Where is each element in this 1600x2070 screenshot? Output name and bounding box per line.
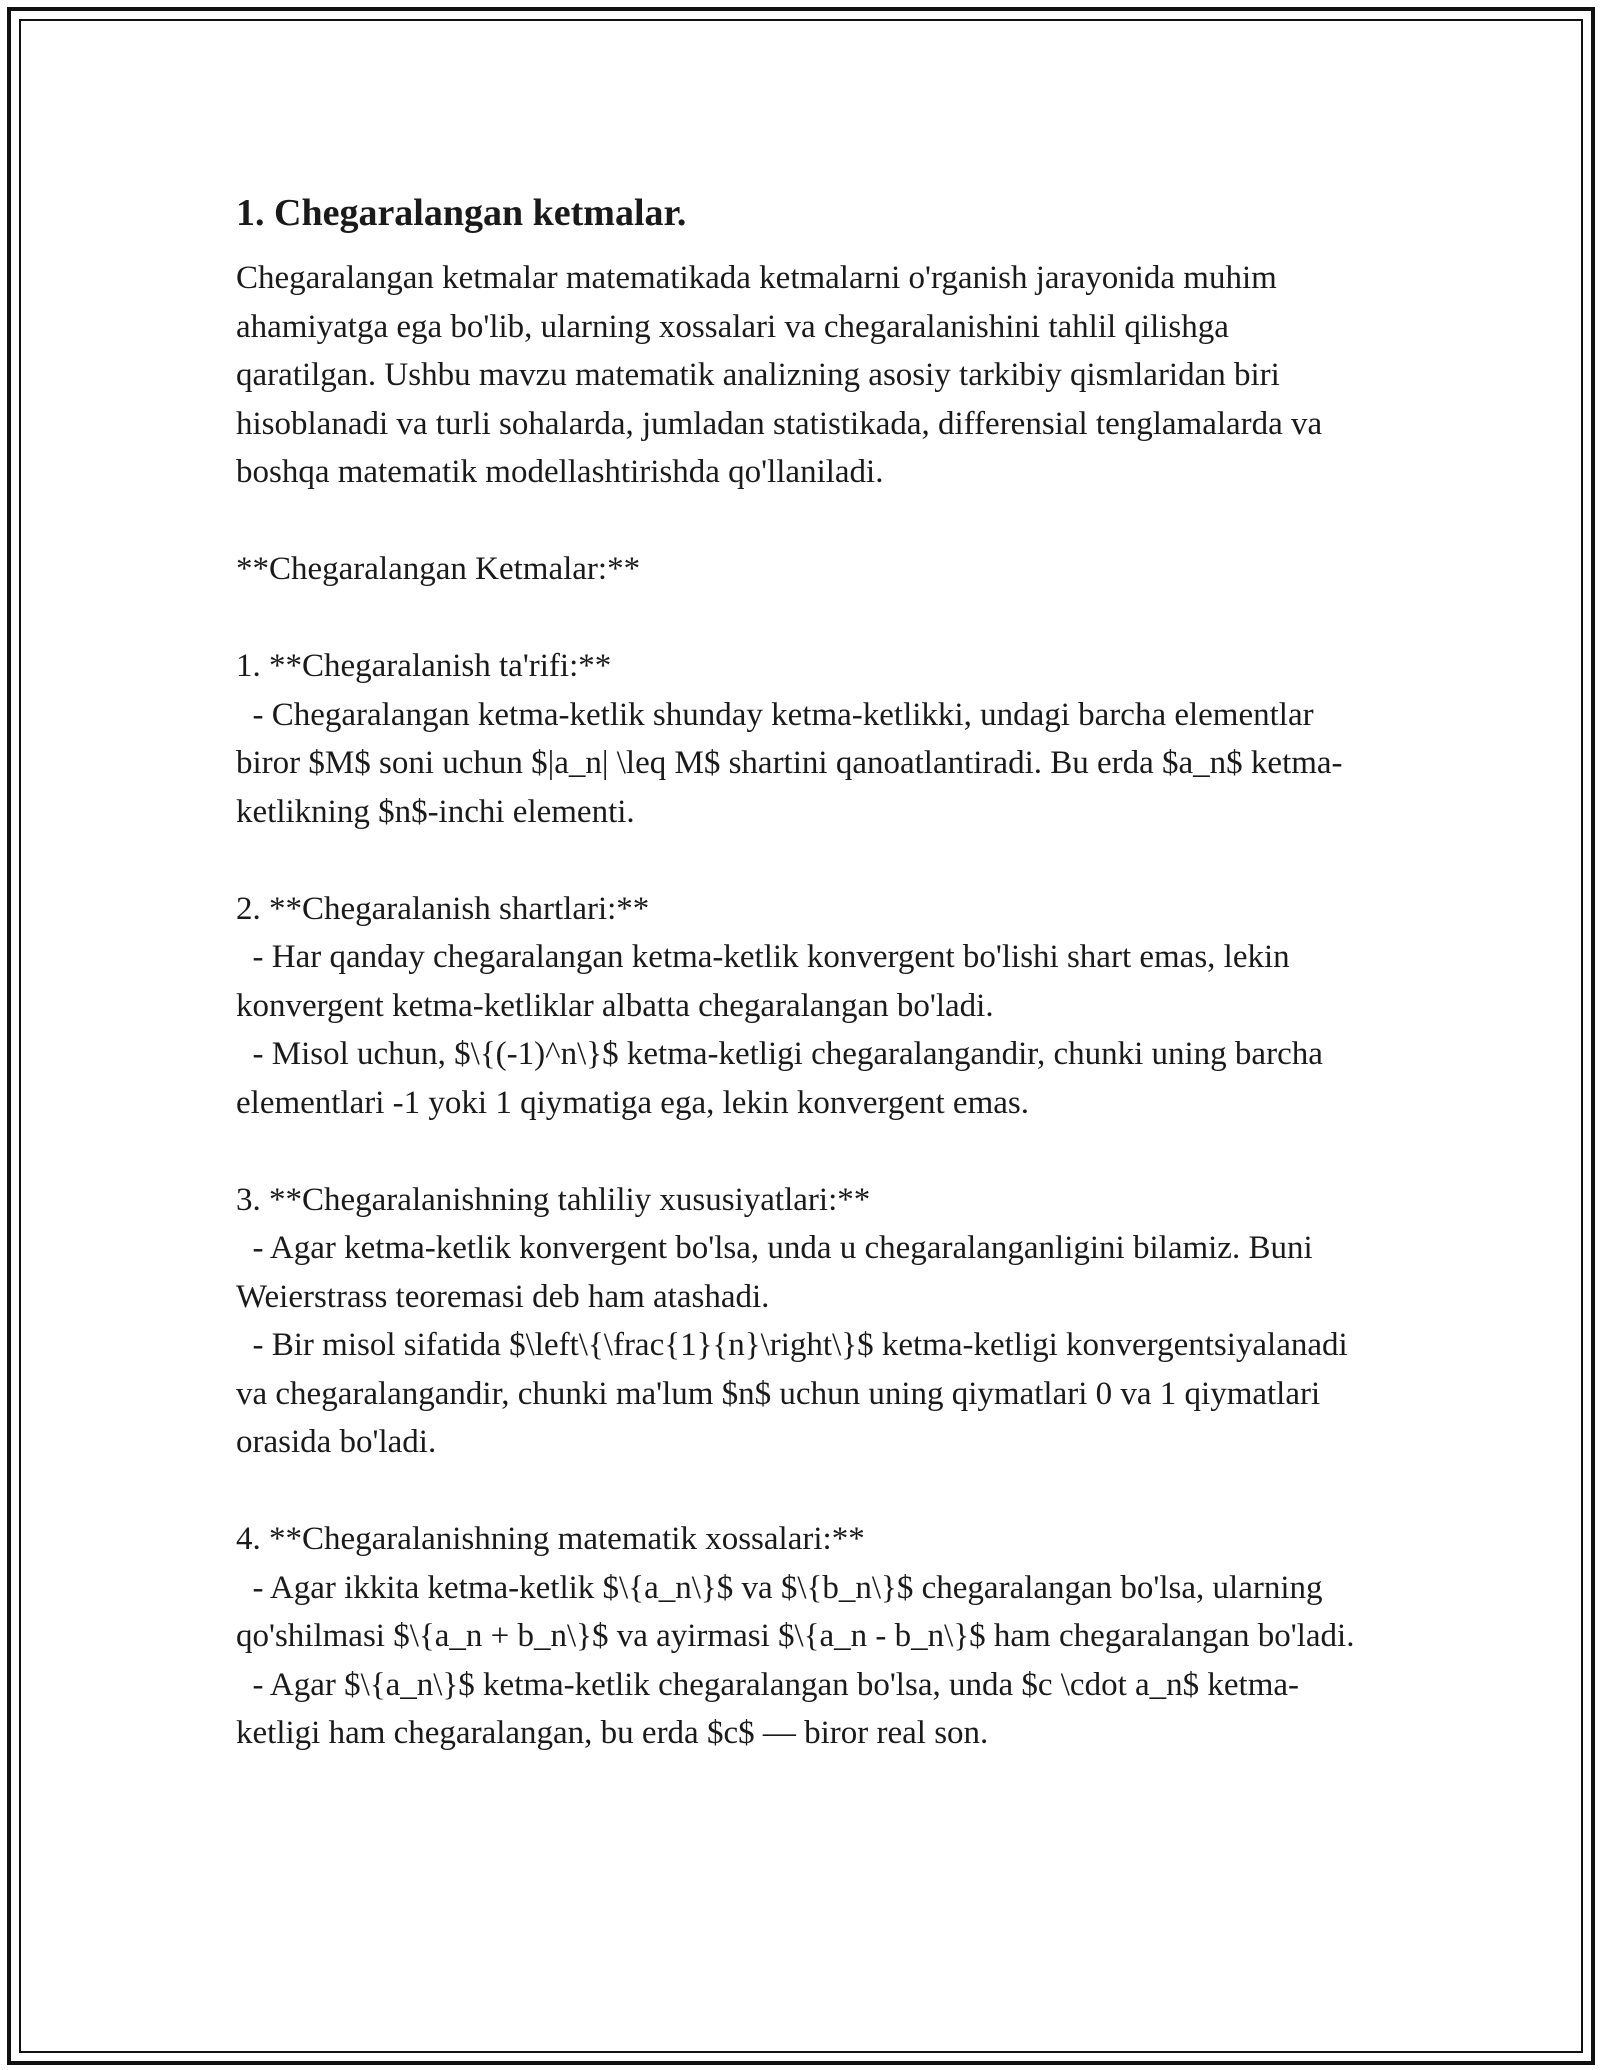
intro-paragraph: Chegaralangan ketmalar matematikada ketmalarni o'rganish jarayonida muhim ahamiyatga ega bo'lib, ularning xossalari va chegaralanishini tahlil qilishga qaratilgan. Ushbu mavzu matematik analizning asosiy tarkibiy qismlaridan biri hisoblanadi va turli sohalarda, jumladan statistikada, differensial tenglamalarda va boshqa matematik modellashtirishda qo'llaniladi. [236, 260, 1331, 490]
list-item-bullet [236, 1224, 1376, 1321]
list-item-bullet [236, 1661, 1376, 1758]
bullet-text: - Agar $\{a_n\}$ ketma-ketlik chegaralangan bo'lsa, unda $c \cdot a_n$ ketma-ketligi ham chegaralangan, bu erda $c$ — biror real son. [236, 1666, 1300, 1751]
list-item-title: 2. **Chegaralanish shartlari:** [236, 890, 650, 927]
spacer [236, 594, 1376, 643]
spacer [236, 1127, 1376, 1176]
spacer [236, 497, 1376, 546]
bullet-text: - Agar ketma-ketlik konvergent bo'lsa, unda u chegaralanganligini bilamiz. Buni Weierstrass teoremasi deb ham atashadi. [236, 1230, 1321, 1315]
bullet-text: - Bir misol sifatida $\left\{\frac{1}{n}\right\}$ ketma-ketligi konvergentsiyalanadi va chegaralangandir, chunki ma'lum $n$ uchun uning qiymatlari 0 va 1 qiymatlari orasida bo'ladi. [236, 1327, 1356, 1460]
bullet-text: - Misol uchun, $\{(-1)^n\}$ ketma-ketligi chegaralangandir, chunki uning barcha elementlari -1 yoki 1 qiymatiga ega, lekin konvergent emas. [236, 1036, 1332, 1121]
list-item-bullet [236, 1030, 1376, 1127]
spacer [236, 836, 1376, 885]
section-title: **Chegaralangan Ketmalar:** [236, 551, 641, 587]
document-heading: 1. Chegaralangan ketmalar. [236, 192, 687, 234]
bullet-text: - Chegaralangan ketma-ketlik shunday ketma-ketlikki, undagi barcha elementlar biror $M$ soni uchun $|a_n| \leq M$ shartini qanoatlantiradi. Bu erda $a_n$ ketma-ketlikning $n$-inchi elementi. [236, 696, 1343, 830]
list-item-bullet [236, 933, 1376, 1030]
spacer [236, 1467, 1376, 1516]
list-item-bullet [236, 1321, 1376, 1467]
list-item-title: 4. **Chegaralanishning matematik xossalari:** [236, 1521, 865, 1557]
list-item-title: 3. **Chegaralanishning tahliliy xususiyatlari:** [236, 1181, 871, 1218]
list-item-bullet [236, 1564, 1376, 1661]
list-item-title: 1. **Chegaralanish ta'rifi:** [236, 648, 612, 684]
list-item-bullet [236, 691, 1376, 837]
bullet-text: - Agar ikkita ketma-ketlik $\{a_n\}$ va $\{b_n\}$ chegaralangan bo'lsa, ularning qo'shilmasi $\{a_n + b_n\}$ va ayirmasi $\{a_n - b_n\}$ ham chegaralangan bo'ladi. [236, 1569, 1355, 1654]
document-body [236, 186, 1376, 1758]
bullet-text: - Har qanday chegaralangan ketma-ketlik konvergent bo'lishi shart emas, lekin konvergent ketma-ketliklar albatta chegaralangan bo'ladi. [236, 939, 1298, 1024]
